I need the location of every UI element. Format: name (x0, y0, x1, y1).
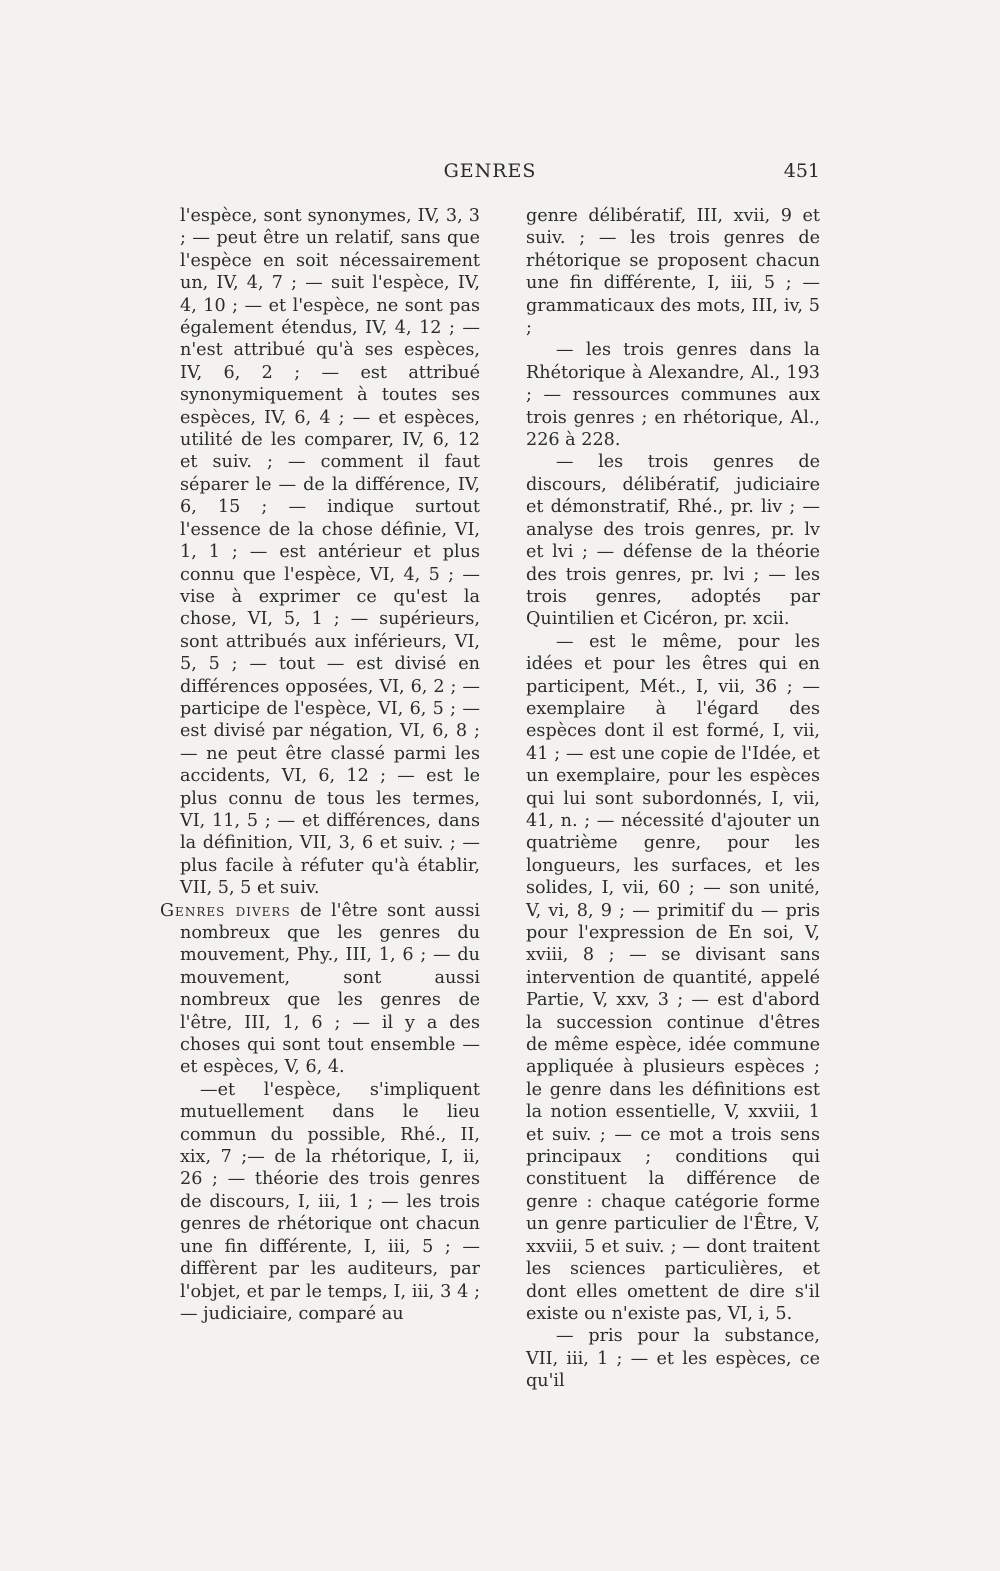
index-entry: — pris pour la substance, VII, iii, 1 ; — et les espèces, ce qu'il (526, 1326, 820, 1392)
headword: Genres divers (160, 900, 291, 921)
index-entry: genre délibératif, III, xvii, 9 et suiv. ; — les trois genres de rhétorique se proposent chacun une fin différente, I, iii, 5 ; — grammaticaux des mots, III, iv, 5 ; (526, 206, 820, 339)
index-entry: — les trois genres de discours, délibératif, judiciaire et démonstratif, Rhé., pr. liv ; — analyse des trois genres, pr. lv et lvi ; — défense de la théorie des trois genres, pr. lvi ; — les trois genres, adoptés par Quintilien et Cicéron, pr. xcii. (526, 452, 820, 630)
index-entry-text: de l'être sont aussi nombreux que les genres du mouvement, Phy., III, 1, 6 ; — du mouvement, sont aussi nombreux que les genres de l'être, III, 1, 6 ; — il y a des choses qui sont tout ensemble — et espèces, V, 6, 4. (180, 900, 480, 1078)
index-entry: — les trois genres dans la Rhétorique à Alexandre, Al., 193 ; — ressources communes aux trois genres ; en rhétorique, Al., 226 à 228. (526, 340, 820, 451)
index-entry-headword (160, 900, 480, 1079)
index-entry: —et l'espèce, s'impliquent mutuellement dans le lieu commun du possible, Rhé., II, xix, 7 ;— de la rhétorique, I, ii, 26 ; — théorie des trois genres de discours, I, iii, 1 ; — les trois genres de rhétorique ont chacun une fin différente, I, iii, 5 ; — diffèrent par les auditeurs, par l'objet, et par le temps, I, iii, 3 4 ; — judiciaire, comparé au (180, 1079, 480, 1324)
right-column (500, 205, 820, 1393)
page-header (160, 160, 820, 190)
running-head: GENRES (443, 160, 537, 182)
index-entry: l'espèce, sont synonymes, IV, 3, 3 ; — peut être un relatif, sans que l'espèce en soit nécessairement un, IV, 4, 7 ; — suit l'espèce, IV, 4, 10 ; — et l'espèce, ne sont pas également étendus, IV, 4, 12 ; — n'est attribué qu'à ses espèces, IV, 6, 2 ; — est attribué synonymiquement à toutes ses espèces, IV, 6, 4 ; — et espèces, utilité de les comparer, IV, 6, 12 et suiv. ; — comment il faut séparer le — de la différence, IV, 6, 15 ; — indique surtout l'essence de la chose définie, VI, 1, 1 ; — est antérieur et plus connu que l'espèce, VI, 4, 5 ; — vise à exprimer ce qu'est la chose, VI, 5, 1 ; — supérieurs, sont attribués aux inférieurs, VI, 5, 5 ; — tout — est divisé en différences opposées, VI, 6, 2 ; — participe de l'espèce, VI, 6, 5 ; — est divisé par négation, VI, 6, 8 ; — ne peut être classé parmi les accidents, VI, 6, 12 ; — est le plus connu de tous les termes, VI, 11, 5 ; — et différences, dans la définition, VII, 3, 6 et suiv. ; — plus facile à réfuter qu'à établir, VII, 5, 5 et suiv. (180, 206, 480, 899)
index-entry: — est le même, pour les idées et pour les êtres qui en participent, Mét., I, vii, 36 ; — exemplaire à l'égard des espèces dont il est formé, I, vii, 41 ; — est une copie de l'Idée, et un exemplaire, pour les espèces qui lui sont subordonnés, I, vii, 41, n. ; — nécessité d'ajouter un quatrième genre, pour les longueurs, les surfaces, et les solides, I, vii, 60 ; — son unité, V, vi, 8, 9 ; — primitif du — pris pour l'expression de En soi, V, xviii, 8 ; — se divisant sans intervention de quantité, appelé Partie, V, xxv, 3 ; — est d'abord la succession continue d'êtres de même espèce, idée commune appliquée à plusieurs espèces ; le genre dans les définitions est la notion essentielle, V, xxviii, 1 et suiv. ; — ce mot a trois sens principaux ; conditions qui constituent la différence de genre : chaque catégorie forme un genre particulier de l'Être, V, xxviii, 5 et suiv. ; — dont traitent les sciences particulières, et dont elles omettent de dire s'il existe ou n'existe pas, VI, i, 5. (526, 631, 820, 1324)
left-column (160, 205, 480, 1325)
page-number: 451 (783, 160, 820, 182)
